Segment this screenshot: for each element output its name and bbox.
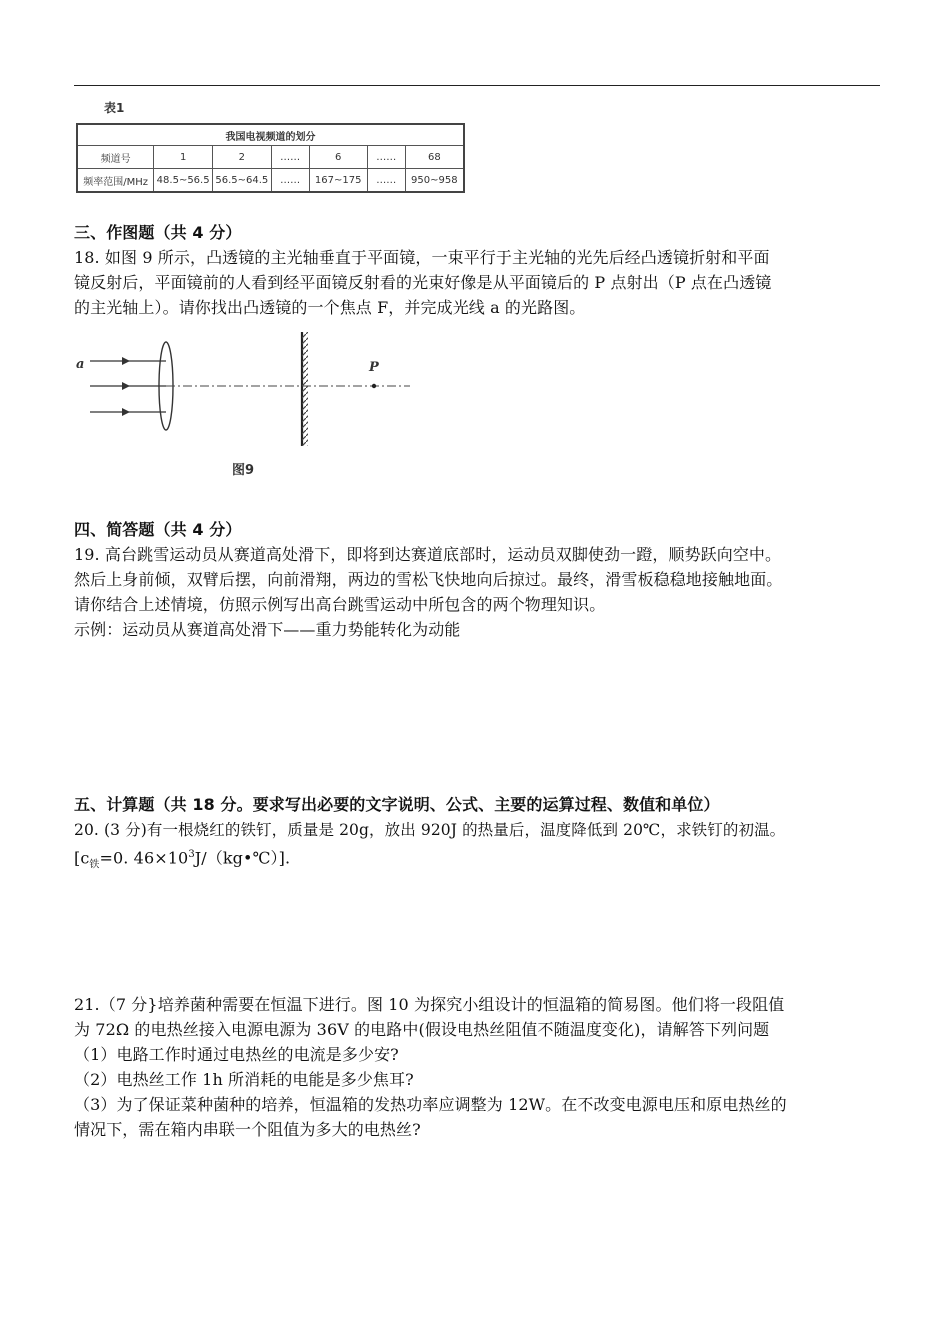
- q19-example: 示例：运动员从赛道高处滑下——重力势能转化为动能: [74, 620, 461, 639]
- table-cell: 950~958: [405, 169, 464, 193]
- channel-table: [76, 123, 465, 193]
- arrow-icon: [122, 408, 130, 416]
- arrow-icon: [122, 357, 130, 365]
- q18-line: 镜反射后，平面镜前的人看到经平面镜反射看的光束好像是从平面镜后的 P 点射出（P 点在凸透镜: [74, 273, 772, 292]
- table-cell: 2: [212, 146, 271, 169]
- q19-line: 然后上身前倾，双臂后摆，向前滑翔，两边的雪松飞快地向后掠过。最终，滑雪板稳稳地接触地面。: [74, 570, 783, 589]
- table-caption: 表1: [104, 101, 125, 115]
- q20-text: J/（kg•℃）].: [194, 848, 291, 868]
- q21-line: 21.（7 分}培养菌种需要在恒温下进行。图 10 为探究小组设计的恒温箱的简易图。他们将一段阻值: [74, 995, 785, 1014]
- q19-line: 19. 高台跳雪运动员从赛道高处滑下，即将到达赛道底部时，运动员双脚使劲一蹬，顺势跃向空中。: [74, 545, 782, 564]
- q20-text: =0. 46×10: [99, 848, 189, 868]
- point-p-label: P: [369, 360, 379, 375]
- q21-line: （2）电热丝工作 1h 所消耗的电能是多少焦耳?: [74, 1070, 414, 1089]
- q19-line: 请你结合上述情境，仿照示例写出高台跳雪运动中所包含的两个物理知识。: [74, 595, 606, 614]
- section5-heading: 五、计算题（共 18 分。要求写出必要的文字说明、公式、主要的运算过程、数值和单位）: [74, 795, 720, 814]
- q18-line: 的主光轴上）。请你找出凸透镜的一个焦点 F，并完成光线 a 的光路图。: [74, 298, 586, 317]
- q20-constant: [74, 844, 290, 877]
- q21-line: 为 72Ω 的电热丝接入电源电源为 36V 的电路中(假设电热丝阻值不随温度变化)，请解答下列问题: [74, 1020, 770, 1039]
- table-cell: 167~175: [309, 169, 367, 193]
- table-row: [77, 146, 464, 169]
- table-cell: 频道号: [77, 146, 154, 169]
- table-cell: ……: [367, 146, 405, 169]
- point-p: [372, 384, 376, 388]
- table-cell: ……: [271, 169, 309, 193]
- section3-heading: 三、作图题（共 4 分）: [74, 223, 242, 242]
- q18-line: 18. 如图 9 所示，凸透镜的主光轴垂直于平面镜，一束平行于主光轴的光先后经凸透镜折射和平面: [74, 248, 770, 267]
- table-cell: 1: [154, 146, 213, 169]
- q21-line: 情况下，需在箱内串联一个阻值为多大的电热丝?: [74, 1120, 421, 1139]
- table-cell: ……: [367, 169, 405, 193]
- table-cell: 48.5~56.5: [154, 169, 213, 193]
- figure-9-optics-diagram: [72, 328, 422, 488]
- table-cell: 频率范围/MHz: [77, 169, 154, 193]
- table-cell: 56.5~64.5: [212, 169, 271, 193]
- q21-line: （1）电路工作时通过电热丝的电流是多少安?: [74, 1045, 399, 1064]
- table-cell: 6: [309, 146, 367, 169]
- table-cell: 68: [405, 146, 464, 169]
- mirror-hatching: [302, 332, 308, 446]
- table-title: 我国电视频道的划分: [77, 124, 464, 146]
- q21-line: （3）为了保证菜种菌种的培养，恒温箱的发热功率应调整为 12W。在不改变电源电压和原电热丝的: [74, 1095, 787, 1114]
- q20-subscript: 铁: [89, 859, 100, 871]
- table-cell: ……: [271, 146, 309, 169]
- table-row: [77, 169, 464, 193]
- top-rule: [74, 85, 880, 86]
- q20-line: 20. (3 分)有一根烧红的铁钉，质量是 20g，放出 920J 的热量后，温度降低到 20℃，求铁钉的初温。: [74, 821, 786, 839]
- q20-superscript: 3: [188, 849, 195, 860]
- figure-caption: 图9: [232, 463, 255, 478]
- ray-a-label: a: [76, 357, 85, 372]
- arrow-icon: [122, 382, 130, 390]
- section4-heading: 四、简答题（共 4 分）: [74, 520, 242, 539]
- q20-text: [c: [74, 848, 90, 868]
